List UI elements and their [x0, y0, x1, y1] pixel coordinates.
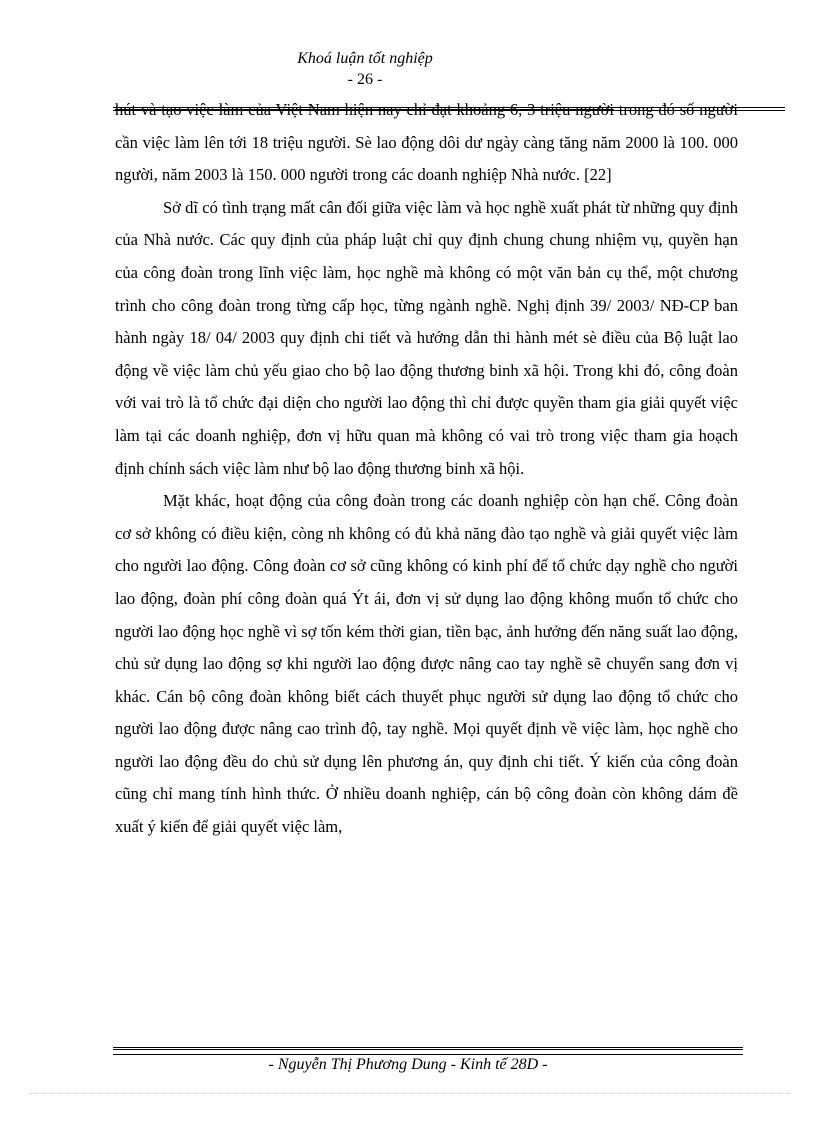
paragraph-2: Sở dĩ có tình trạng mất cân đối giữa việc làm và học nghề xuất phát từ những quy định của Nhà nước. Các quy định của pháp luật chỉ quy định chung chung nhiệm vụ, quyền hạn của công đoàn trong lĩnh việc làm, học nghề mà không có một văn bản cụ thể, một chương trình cho công đoàn trong từng cấp học, từng ngành nghề. Nghị định 39/ 2003/ NĐ-CP ban hành ngày 18/ 04/ 2003 quy định chi tiết và hướng dẫn thi hành mét sè điều của Bộ luật lao động về việc làm chủ yếu giao cho bộ lao động thương binh xã hội. Trong khi đó, công đoàn với vai trò là tổ chức đại diện cho người lao động thì chỉ được quyền tham gia giải quyết việc làm tại các doanh nghiệp, đơn vị hữu quan mà không có vai trò trong việc tham gia hoạch định chính sách việc làm như bộ lao động thương binh xã hội.: [115, 197, 738, 478]
paragraph-1-rest: trong đó số người cần việc làm lên tới 18 triệu người. Sè lao động dôi dư ngày càng tăng năm 2000 là 100. 000 người, năm 2003 là 150. 000 người trong các doanh nghiệp Nhà nước. [22]: [115, 100, 738, 185]
paragraph-1-first-line: hút và tạo việc làm của Việt Nam hiện nay chỉ đạt khoảng 6, 3 triệu người: [115, 100, 614, 119]
page-number: - 26 -: [347, 71, 383, 88]
bottom-dotted-border: [30, 1093, 790, 1094]
page-footer-text: - Nguyễn Thị Phương Dung - Kinh tế 28D -: [268, 1056, 548, 1073]
footer-rule: [113, 1047, 743, 1055]
header-rule: [113, 107, 785, 111]
paragraph-3: Mặt khác, hoạt động của công đoàn trong các doanh nghiệp còn hạn chế. Công đoàn cơ sở không có điều kiện, còng nh không có đủ khả năng đào tạo nghề và giải quyết việc làm cho người lao động. Công đoàn cơ sở cũng không có kinh phí để tổ chức dạy nghề cho người lao động, đoàn phí công đoàn quá Ýt ái, đơn vị sử dụng lao động không muốn tổ chức cho người lao động học nghề vì sợ tốn kém thời gian, tiền bạc, ảnh hưởng đến năng suất lao động, chủ sử dụng lao động sợ khi người lao động được nâng cao tay nghề sẽ chuyển sang đơn vị khác. Cán bộ công đoàn không biết cách thuyết phục người sử dụng lao động tổ chức cho người lao động được nâng cao trình độ, tay nghề. Mọi quyết định về việc làm, học nghề cho người lao động đều do chủ sử dụng lên phương án, quy định chi tiết. Ý kiến của công đoàn cũng chỉ mang tính hình thức. Ở nhiều doanh nghiệp, cán bộ công đoàn còn không dám đề xuất ý kiến để giải quyết việc làm,: [115, 491, 738, 837]
body-text: [115, 94, 738, 844]
page-header-title: Khoá luận tốt nghiệp: [297, 50, 433, 67]
